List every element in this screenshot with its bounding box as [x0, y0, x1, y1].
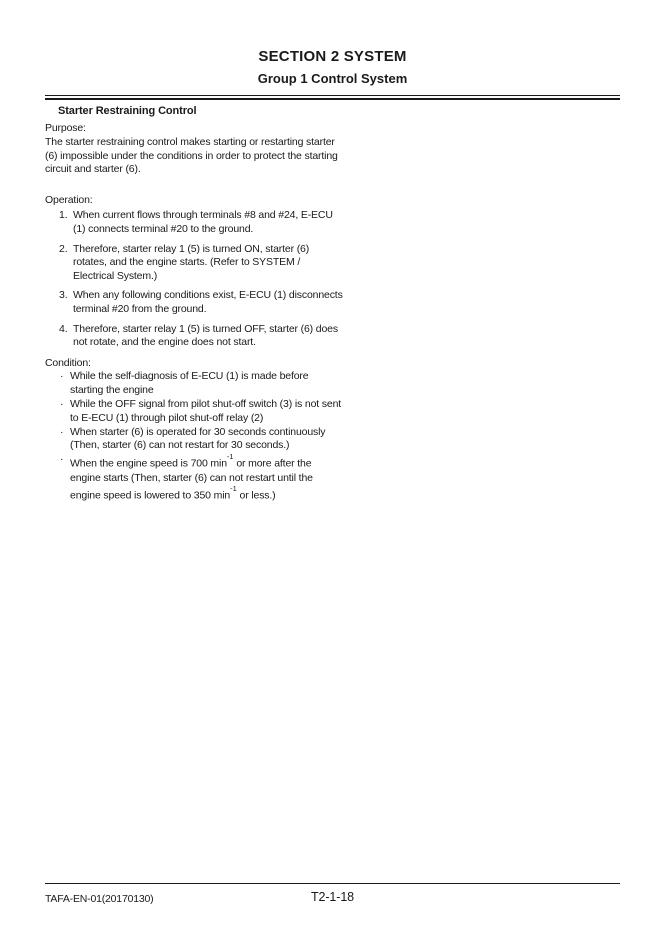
page-header [45, 49, 620, 100]
condition-section [45, 357, 343, 504]
operation-step [45, 209, 343, 237]
bullet-text-part: While the self-diagnosis of E-ECU (1) is made before starting the engine [70, 370, 309, 397]
purpose-section [45, 122, 343, 177]
bullet-text-part: When starter (6) is operated for 30 seconds continuously (Then, starter (6) can not restart for 30 seconds.) [70, 425, 326, 452]
condition-bullet [45, 453, 343, 503]
bullet-dot-icon: · [60, 453, 64, 466]
operation-step [45, 289, 343, 317]
bullet-text-part: While the OFF signal from pilot shut-off switch (3) is not sent to E-ECU (1) through pilot shut-off relay (2) [70, 398, 342, 424]
page-footer [45, 890, 620, 910]
purpose-text: The starter restraining control makes starting or restarting starter (6) impossible under the conditions in order to protect the starting circuit and starter (6). [45, 135, 338, 176]
step-number: 3. [59, 289, 68, 302]
bullet-dot-icon: · [60, 370, 64, 383]
step-text: When any following conditions exist, E-ECU (1) disconnects terminal #20 from the ground. [73, 289, 343, 316]
step-number: 1. [59, 209, 68, 222]
purpose-label: Purpose: [45, 122, 86, 134]
superscript-unit: -1 [230, 484, 237, 494]
superscript-unit: -1 [226, 452, 234, 462]
article [45, 105, 343, 504]
condition-bullet [45, 370, 343, 398]
header-double-rule [45, 95, 620, 100]
condition-bullet [45, 426, 343, 454]
document-code: TAFA-EN-01(20170130) [45, 893, 154, 905]
operation-label: Operation: [45, 194, 93, 207]
condition-label: Condition: [45, 356, 91, 369]
bullet-text-part: or more after the engine starts (Then, starter (6) can not restart until the engine speed is lowered to 350 min [70, 457, 313, 502]
footer-rule [45, 883, 620, 884]
step-text: Therefore, starter relay 1 (5) is turned ON, starter (6) rotates, and the engine starts. (Refer to SYSTEM / Electrical System.) [73, 242, 310, 283]
step-text: When current flows through terminals #8 and #24, E-ECU (1) connects terminal #20 to the ground. [73, 209, 333, 236]
bullet-text [70, 370, 343, 398]
page-number: T2-1-18 [310, 890, 355, 904]
bullet-text-part: When the engine speed is 700 min [70, 457, 227, 470]
operation-section [45, 194, 343, 350]
bullet-dot-icon: · [60, 398, 64, 411]
bullet-text-part: or less.) [236, 489, 276, 502]
step-number: 2. [59, 242, 68, 255]
section-title: SECTION 2 SYSTEM [258, 48, 407, 65]
group-title: Group 1 Control System [257, 71, 408, 86]
condition-bullet [45, 398, 343, 426]
article-title: Starter Restraining Control [58, 105, 197, 117]
bullet-text [70, 398, 343, 426]
bullet-text [70, 426, 343, 454]
operation-step [45, 243, 343, 284]
step-number: 4. [59, 322, 68, 335]
step-text: Therefore, starter relay 1 (5) is turned OFF, starter (6) does not rotate, and the engine does not start. [73, 322, 338, 349]
bullet-text [70, 453, 343, 503]
operation-step [45, 323, 343, 351]
page-content [45, 0, 620, 504]
bullet-dot-icon: · [60, 425, 64, 438]
